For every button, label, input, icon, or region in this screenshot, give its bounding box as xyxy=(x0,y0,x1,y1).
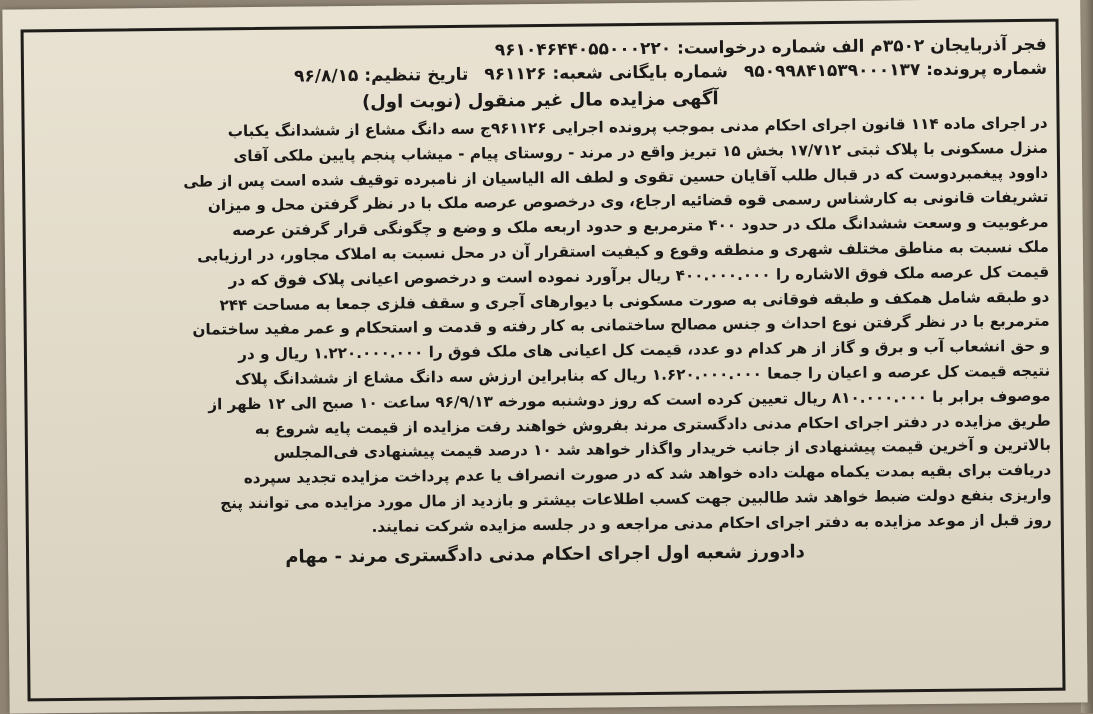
body-line: واریزی بنفع دولت ضبط خواهد شد طالبین جهت کسب اطلاعات بیشتر و بازدید از مال مورد مزایده می توانند پنج xyxy=(220,485,1052,513)
body-line: دو طبقه شامل همکف و طبقه فوقانی به صورت مسکونی با دیوارهای آجری و سقف فلزی جمعا به مساحت ۲۴۴ xyxy=(219,287,1050,314)
body-line: موصوف برابر با ۸۱۰.۰۰۰.۰۰۰ ریال تعیین کرده است که روز دوشنبه مورخه ۹۶/۹/۱۳ ساعت ۱۰ صبح الی ۱۲ ظهر از xyxy=(208,386,1051,414)
notice-title: آگهی مزایده مال غیر منقول (نوبت اول) xyxy=(361,88,719,113)
body-line: روز قبل از موعد مزایده به دفتر اجرای احکام مدنی مراجعه و در جلسه مزایده شرکت نمایند. xyxy=(371,510,1052,536)
case-number: شماره پرونده: ۹۵۰۹۹۸۴۱۵۳۹۰۰۰۱۳۷ xyxy=(743,58,1048,82)
notice-body xyxy=(34,111,1052,543)
header-line-1: فجر آذربایجان ۳۵۰۲م الف شماره درخواست: ۹۶۱۰۴۶۴۴۰۵۵۰۰۰۲۲۰ xyxy=(494,34,1047,61)
body-line: طریق مزایده در دفتر اجرای احکام مدنی دادگستری مرند بفروش خواهند رفت مزایده از قیمت پایه شروع به xyxy=(254,411,1051,438)
notice-signature: دادورز شعبه اول اجرای احکام مدنی دادگستری مرند - مهام xyxy=(285,540,805,568)
body-line: ملک نسبت به مناطق مختلف شهری و منطقه وقوع و کیفیت استقرار آن در محل نسبت به املاک مجاور، در ارزیابی xyxy=(197,237,1049,265)
body-line: دریافت برای بقیه بمدت یکماه مهلت داده خواهد شد که در صورت انصراف یا عدم پرداخت مزایده تجدید سپرده xyxy=(243,460,1052,488)
body-line: تشریفات قانونی به کارشناس رسمی قوه قضائیه ارجاع، وی درخصوص عرصه ملک با در نظر گرفتن محل و میزان xyxy=(207,188,1049,215)
body-line: داوود پیغمبردوست که در قبال طلب آقایان حسین تقوی و لطف اله الیاسیان از نامبرده توقیف شده است پس از طی xyxy=(183,163,1049,191)
body-line: در اجرای ماده ۱۱۴ قانون اجرای احکام مدنی بموجب پرونده اجرایی ۹۶۱۱۲۶ج سه دانگ مشاع از ششدانگ یکباب xyxy=(227,113,1048,141)
notice-content xyxy=(33,33,1054,694)
newspaper-clipping xyxy=(2,0,1087,714)
body-line: نتیجه قیمت کل عرصه و اعیان را جمعا ۱.۶۲۰.۰۰۰.۰۰۰ ریال که بنابراین ارزش سه دانگ مشاع از ششدانگ پلاک xyxy=(234,361,1051,389)
body-line: بالاترین و آخرین قیمت پیشنهادی از جانب خریدار واگذار خواهد شد ۱۰ درصد قیمت پیشنهادی فی‌المجلس xyxy=(273,436,1052,463)
body-line: قیمت کل عرصه ملک فوق الاشاره را ۴۰۰.۰۰۰.۰۰۰ ریال برآورد نموده است و درخصوص اعیانی پلاک فوق که در xyxy=(228,262,1050,290)
body-line: منزل مسکونی با پلاک ثبتی ۱۷/۷۱۲ بخش ۱۵ تبریز واقع در مرند - روستای پیام - میشاب پنجم پایین ملکی آقای xyxy=(233,138,1048,166)
body-line: مترمربع با در نظر گرفتن نوع احداث و جنس مصالح ساختمانی به کار رفته و قدمت و استحکام و عمر مفید ساختمان xyxy=(192,312,1050,340)
body-line: مرغوبیت و وسعت ششدانگ ملک در حدود ۴۰۰ مترمربع و حدود اربعه ملک و وضع و چگونگی قرار گرفتن عرصه xyxy=(232,212,1049,240)
body-line: و حق انشعاب آب و برق و گاز از هر کدام دو عدد، قیمت کل اعیانی های ملک فوق را ۱.۲۲۰.۰۰۰.۰۰۰ ریال و در xyxy=(238,336,1051,364)
archive-number: شماره بایگانی شعبه: ۹۶۱۱۲۶ xyxy=(484,62,729,85)
issue-date: تاریخ تنظیم: ۹۶/۸/۱۵ xyxy=(293,64,469,87)
